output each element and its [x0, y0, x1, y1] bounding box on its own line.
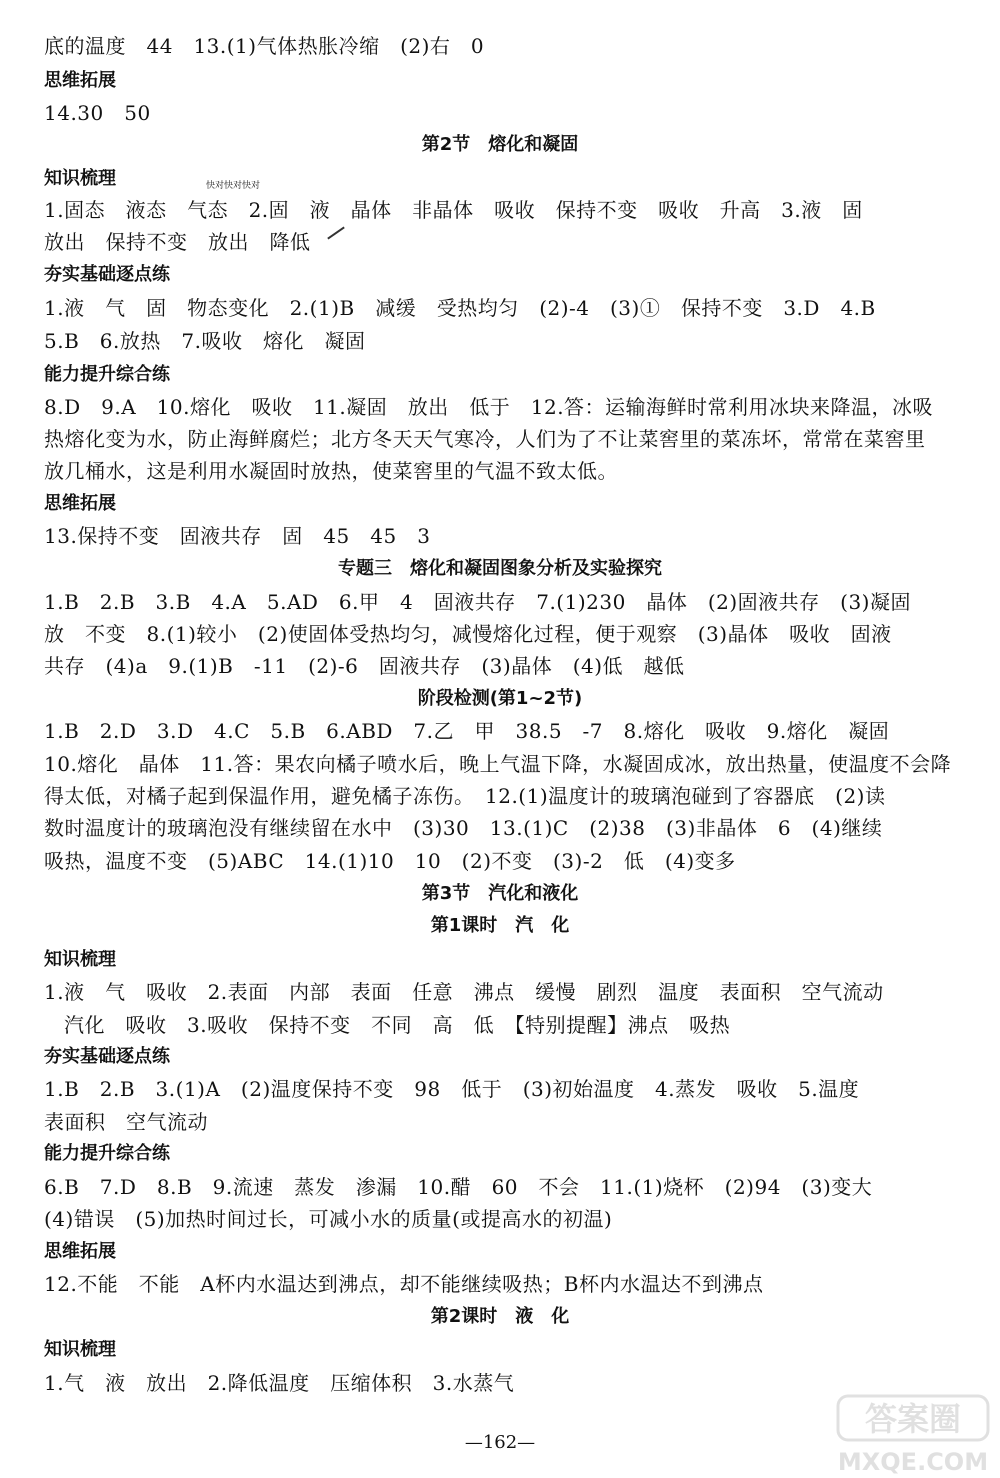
answer-line: 吸热，温度不变 (5)ABC 14.(1)10 10 (2)不变 (3)-2 低 (4)变多 [44, 849, 736, 873]
answer-line: 6.B 7.D 8.B 9.流速 蒸发 渗漏 10.醋 60 不会 11.(1)烧杯 (2)94 (3)变大 [44, 1175, 873, 1199]
answer-line: 10.熔化 晶体 11.答：果农向橘子喷水后，晚上气温下降，水凝固成冰，放出热量，使温度不会降 [44, 752, 952, 776]
answer-line: 13.保持不变 固液共存 固 45 45 3 [44, 524, 431, 548]
answer-line: 放几桶水，这是利用水凝固时放热，使菜窖里的气温不致太低。 [44, 459, 618, 483]
section-title: 第3节 汽化和液化 [421, 883, 579, 904]
section-heading: 能力提升综合练 [44, 1143, 170, 1164]
section-subtitle: 第2课时 液 化 [430, 1306, 570, 1327]
answer-line: 1.液 气 吸收 2.表面 内部 表面 任意 沸点 缓慢 剧烈 温度 表面积 空气流动 [44, 980, 884, 1004]
answer-line: 5.B 6.放热 7.吸收 熔化 凝固 [44, 329, 366, 353]
answer-line: 底的温度 44 13.(1)气体热胀冷缩 (2)右 0 [44, 34, 485, 58]
section-heading: 夯实基础逐点练 [44, 1046, 170, 1067]
answer-line: 1.B 2.D 3.D 4.C 5.B 6.ABD 7.乙 甲 38.5 -7 8.熔化 吸收 9.熔化 凝固 [44, 719, 890, 743]
section-title: 阶段检测(第1~2节) [417, 688, 583, 709]
section-heading: 能力提升综合练 [44, 364, 170, 385]
section-heading: 思维拓展 [44, 493, 116, 514]
handwritten-note: 快对快对快对 [206, 181, 261, 191]
section-title: 专题三 熔化和凝固图象分析及实验探究 [338, 558, 662, 579]
answer-line: 8.D 9.A 10.熔化 吸收 11.凝固 放出 低于 12.答：运输海鲜时常利用冰块来降温，冰吸 [44, 395, 934, 419]
section-heading: 知识梳理 [44, 949, 116, 970]
answer-line: 汽化 吸收 3.吸收 保持不变 不同 高 低 【特别提醒】沸点 吸热 [64, 1013, 731, 1037]
pen-mark [327, 226, 345, 239]
section-heading: 知识梳理 [44, 1339, 116, 1360]
watermark-logo-text: 答案圈 [864, 1400, 962, 1438]
answer-line: 1.B 2.B 3.B 4.A 5.AD 6.甲 4 固液共存 7.(1)230 晶体 (2)固液共存 (3)凝固 [44, 590, 911, 614]
section-title: 第2节 熔化和凝固 [421, 134, 579, 155]
page-number: —162— [464, 1432, 536, 1453]
section-heading: 思维拓展 [44, 70, 116, 91]
answer-line: 放 不变 8.(1)较小 (2)使固体受热均匀，减慢熔化过程，便于观察 (3)晶体 吸收 固液 [44, 622, 892, 646]
answer-line: 表面积 空气流动 [44, 1110, 208, 1134]
watermark-url: MXQE.COM [837, 1448, 989, 1476]
answer-line: 1.气 液 放出 2.降低温度 压缩体积 3.水蒸气 [44, 1371, 515, 1395]
watermark-logo [830, 1392, 1000, 1478]
section-subtitle: 第1课时 汽 化 [430, 915, 570, 936]
answer-line: 1.B 2.B 3.(1)A (2)温度保持不变 98 低于 (3)初始温度 4.蒸发 吸收 5.温度 [44, 1077, 860, 1101]
answer-line: (4)错误 (5)加热时间过长，可减小水的质量(或提高水的初温) [44, 1207, 613, 1231]
answer-line: 1.固态 液态 气态 2.固 液 晶体 非晶体 吸收 保持不变 吸收 升高 3.液 固 [44, 198, 863, 222]
answer-line: 得太低，对橘子起到保温作用，避免橘子冻伤。 12.(1)温度计的玻璃泡碰到了容器底 (2)读 [44, 784, 886, 808]
section-heading: 夯实基础逐点练 [44, 264, 170, 285]
answer-line: 放出 保持不变 放出 降低 [44, 230, 311, 254]
section-heading: 知识梳理 [44, 168, 116, 189]
section-heading: 思维拓展 [44, 1241, 116, 1262]
answer-line: 12.不能 不能 A杯内水温达到沸点，却不能继续吸热；B杯内水温达不到沸点 [44, 1272, 764, 1296]
answer-line: 热熔化变为水，防止海鲜腐烂；北方冬天天气寒冷，人们为了不让菜窖里的菜冻坏，常常在菜窖里 [44, 427, 926, 451]
answer-line: 1.液 气 固 物态变化 2.(1)B 减缓 受热均匀 (2)-4 (3)① 保持不变 3.D 4.B [44, 296, 876, 320]
answer-line: 14.30 50 [44, 101, 151, 125]
answer-line: 数时温度计的玻璃泡没有继续留在水中 (3)30 13.(1)C (2)38 (3)非晶体 6 (4)继续 [44, 816, 883, 840]
answer-line: 共存 (4)a 9.(1)B -11 (2)-6 固液共存 (3)晶体 (4)低 越低 [44, 654, 685, 678]
